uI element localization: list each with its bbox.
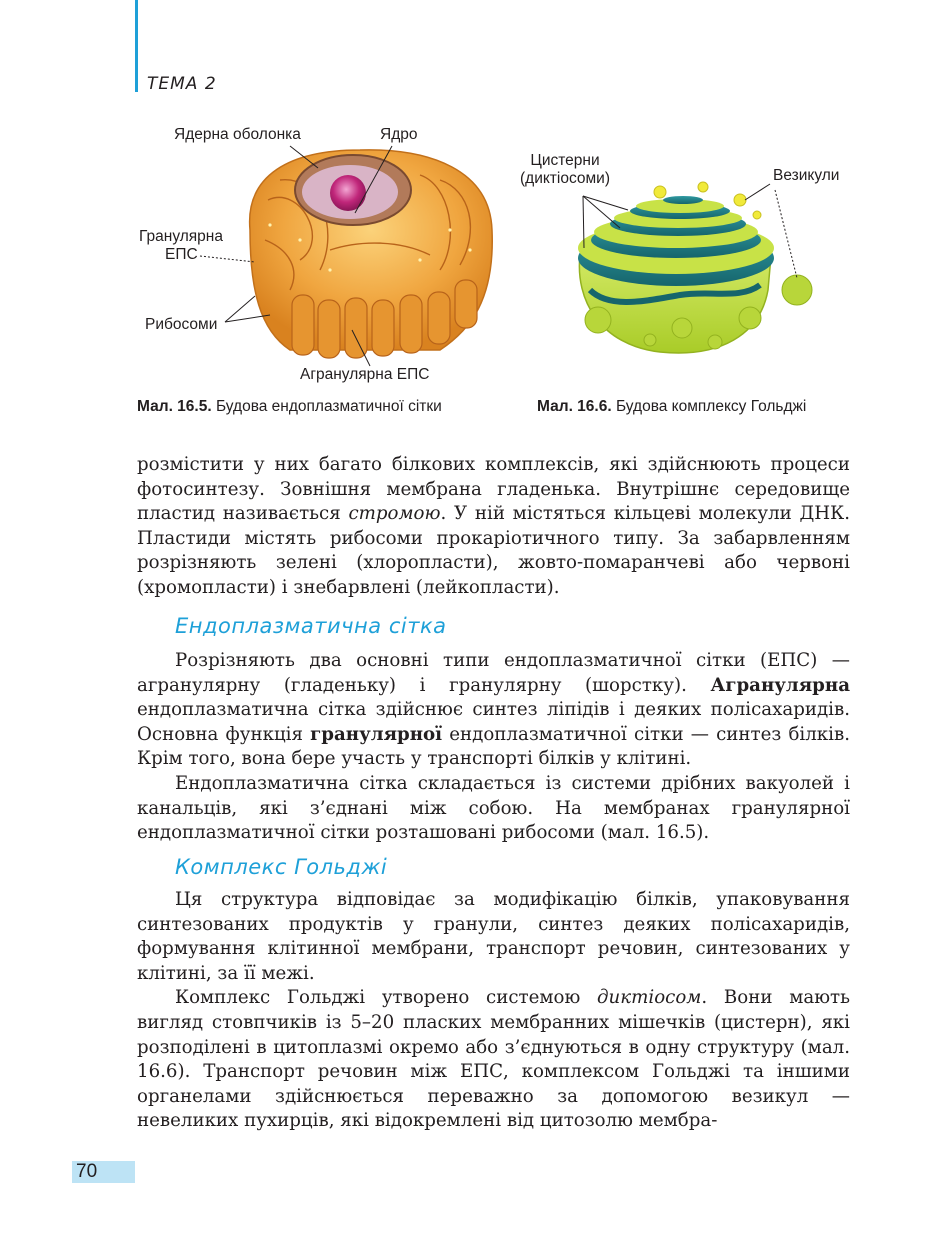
label-nucleus: Ядро — [380, 126, 418, 143]
er-p1-text-1: Розрізняють два основні типи ендоплазматичної сітки (ЕПС) — агранулярну (гладеньку) і гранулярну (шорстку). — [137, 650, 850, 696]
label-cisternae-line1: Цистерни — [530, 152, 600, 169]
er-paragraph-2: Ендоплазматична сітка складається із системи дрібних вакуолей і канальців, які з’єднані між собою. На мембранах гранулярної ендоплазматичної сітки розташовані рибосоми (мал. 16.5). — [137, 772, 850, 844]
golgi-section-body — [137, 888, 850, 1134]
label-cisternae — [515, 152, 615, 188]
caption-figure-16-5-number: Мал. 16.5. — [137, 398, 212, 415]
golgi-p2-text-2: . Вони мають вигляд стовпчиків із 5–20 пласких мембранних мішечків (цистерн), які розподілені в цитоплазмі окремо або з’єднуються в одну структуру (мал. 16.6). Транспорт речовин між ЕПС, комплексом Гольджі та іншими органелами здійснюється переважно за допомогою везикул — невеликих пухирців, які відокремлені від цитозолю мембра- — [137, 987, 850, 1132]
heading-golgi-complex: Комплекс Гольджі — [175, 855, 388, 879]
er-p1-text-3: ендоплазматичної сітки — синтез білків. Крім того, вона бере участь у транспорті білків у клітині. — [137, 723, 850, 770]
golgi-paragraph-2 — [137, 986, 850, 1134]
caption-figure-16-5 — [137, 398, 442, 416]
label-ribosomes: Рибосоми — [145, 316, 218, 333]
intro-term-stroma: стромою — [348, 503, 441, 525]
intro-paragraph-block — [137, 453, 850, 601]
label-granular-er-line1: Гранулярна — [139, 228, 223, 245]
label-cisternae-line2: (диктіосоми) — [519, 170, 610, 187]
intro-text-2: . У ній містяться кільцеві молекули ДНК. Пластиди містять рибосоми прокаріотичного типу. За забарвленням розрізняють зелені (хлоропласти), жовто-помаранчеві або червоні (хромопласти) і знебарвлені (лейкопласти). — [137, 503, 850, 598]
label-nuclear-envelope: Ядерна оболонка — [174, 126, 301, 143]
caption-figure-16-6-number: Мал. 16.6. — [537, 398, 612, 415]
golgi-paragraph-1: Ця структура відповідає за модифікацію білків, упаковування синтезованих продуктів у гранули, синтез деяких полісахаридів, формування клітинної мембрани, транспорт речовин, синтезованих у клітині, за її межі. — [137, 889, 850, 984]
label-agranular-er: Агранулярна ЕПС — [300, 366, 430, 383]
golgi-term-dictyosome: диктіосом — [597, 987, 702, 1009]
page-number-tab — [72, 1161, 135, 1183]
er-illustration — [200, 146, 492, 366]
heading-endoplasmic-reticulum: Ендоплазматична сітка — [175, 614, 447, 638]
label-granular-er — [139, 228, 229, 264]
caption-figure-16-6 — [537, 398, 806, 416]
caption-figure-16-5-text: Будова ендоплазматичної сітки — [211, 398, 442, 415]
figures-illustration — [0, 0, 935, 440]
intro-paragraph — [137, 453, 850, 601]
golgi-p2-text-1: Комплекс Гольджі утворено системою — [175, 987, 598, 1009]
label-vesicles: Везикули — [773, 167, 840, 184]
topic-label: ТЕМА 2 — [147, 74, 217, 94]
er-term-granular: гранулярної — [310, 723, 443, 745]
er-p1-text-2: ендоплазматична сітка здійснює синтез ліпідів і деяких полісахаридів. Основна функція — [137, 699, 850, 745]
intro-text-1: розмістити у них багато білкових комплексів, які здійснюють процеси фотосинтезу. Зовнішня мембрана гладенька. Внутрішнє середовище пластид називається — [137, 454, 850, 525]
label-granular-er-line2: ЕПС — [165, 246, 198, 263]
er-term-agranular: Агранулярна — [710, 674, 850, 696]
caption-figure-16-6-text: Будова комплексу Гольджі — [611, 398, 807, 415]
er-section-body — [137, 649, 850, 846]
page-number: 70 — [76, 1161, 98, 1182]
er-paragraph-1 — [137, 649, 850, 772]
golgi-illustration — [578, 182, 812, 353]
